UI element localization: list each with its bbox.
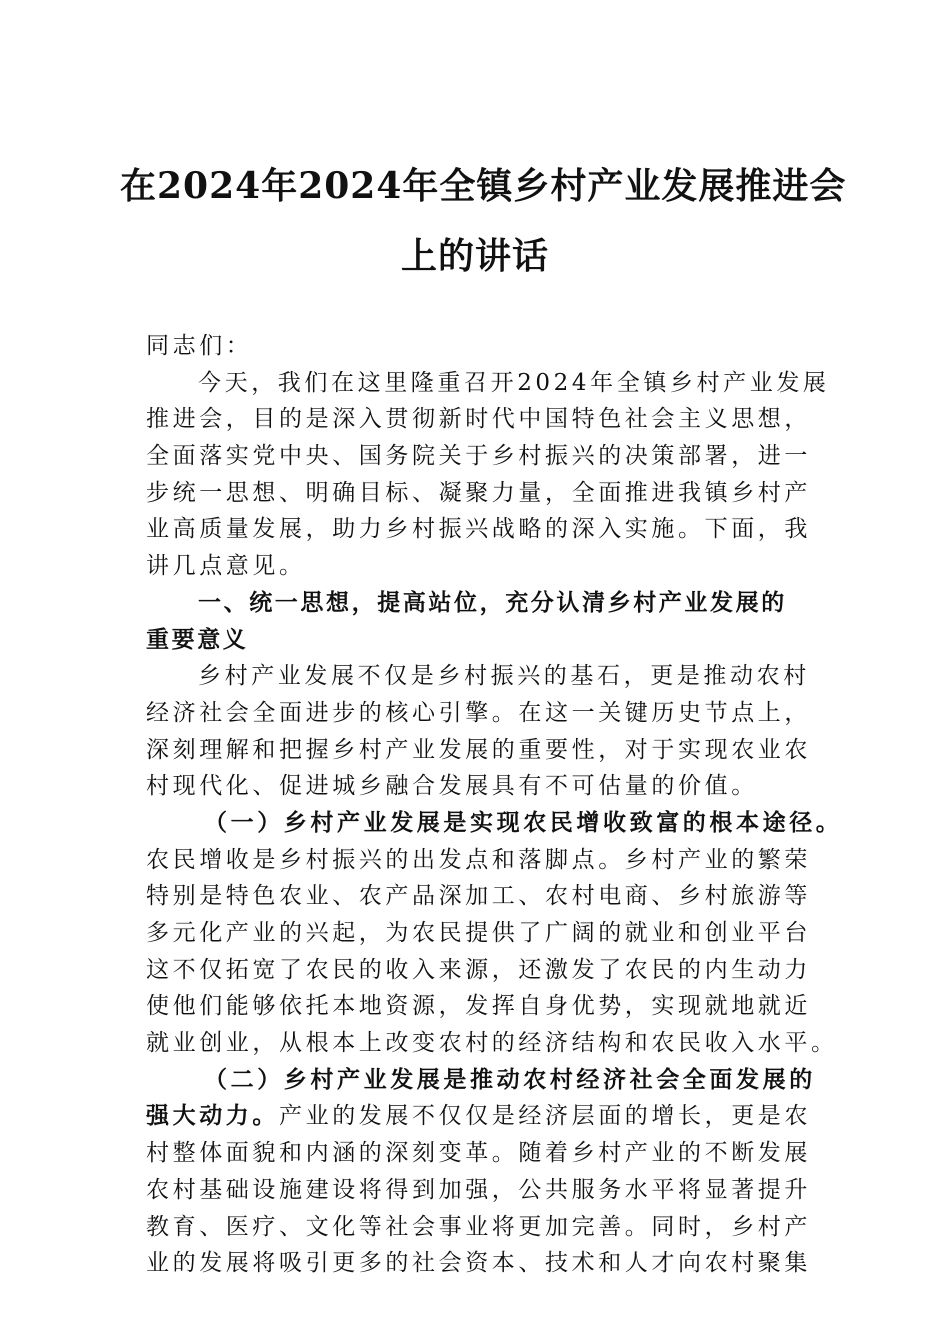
subsection-heading-end: 强大动力。 — [146, 1102, 279, 1130]
paragraph-line: 多元化产业的兴起，为农民提供了广阔的就业和创业平台 — [146, 920, 811, 946]
paragraph-line: 使他们能够依托本地资源，发挥自身优势，实现就地就近 — [146, 993, 811, 1020]
paragraph-line: 农村基础设施建设将得到加强，公共服务水平将显著提升 — [146, 1176, 811, 1203]
paragraph-line: 业的发展将吸引更多的社会资本、技术和人才向农村聚集 — [146, 1250, 811, 1277]
salutation: 同志们： — [146, 333, 253, 359]
paragraph-line: 村现代化、促进城乡融合发展具有不可估量的价值。 — [146, 773, 758, 800]
paragraph-line: 推进会，目的是深入贯彻新时代中国特色社会主义思想， — [146, 406, 811, 433]
paragraph-line: 乡村产业发展不仅是乡村振兴的基石，更是推动农村 — [198, 663, 810, 690]
section-heading-line: 重要意义 — [146, 626, 249, 653]
paragraph-line: 农民增收是乡村振兴的出发点和落脚点。乡村产业的繁荣 — [146, 846, 811, 873]
paragraph-line: 讲几点意见。 — [146, 553, 306, 580]
paragraph-line: 深刻理解和把握乡村产业发展的重要性，对于实现农业农 — [146, 736, 811, 763]
paragraph-line: 步统一思想、明确目标、凝聚力量，全面推进我镇乡村产 — [146, 479, 811, 506]
paragraph-line: 这不仅拓宽了农民的收入来源，还激发了农民的内生动力 — [146, 956, 811, 983]
paragraph-line: 全面落实党中央、国务院关于乡村振兴的决策部署，进一 — [146, 443, 811, 470]
subsection-heading: （二）乡村产业发展是推动农村经济社会全面发展的 — [204, 1065, 816, 1093]
paragraph-line: 经济社会全面进步的核心引擎。在这一关键历史节点上， — [146, 699, 811, 726]
section-heading-line: 一、统一思想，提高站位，充分认清乡村产业发展的 — [198, 589, 787, 616]
subsection-heading: （一）乡村产业发展是实现农民增收致富的根本途径。 — [204, 808, 843, 836]
document-title-line1: 在2024年2024年全镇乡村产业发展推进会 — [120, 165, 847, 207]
paragraph-line: 就业创业，从根本上改变农村的经济结构和农民收入水平。 — [146, 1030, 838, 1057]
paragraph-line: 教育、医疗、文化等社会事业将更加完善。同时，乡村产 — [146, 1213, 811, 1240]
paragraph-line: 特别是特色农业、农产品深加工、农村电商、乡村旅游等 — [146, 883, 811, 910]
paragraph-line: 业高质量发展，助力乡村振兴战略的深入实施。下面，我 — [146, 516, 811, 543]
paragraph-line: 村整体面貌和内涵的深刻变革。随着乡村产业的不断发展 — [146, 1140, 811, 1167]
document-body — [146, 328, 843, 1282]
paragraph-line: 今天，我们在这里隆重召开2024年全镇乡村产业发展 — [198, 369, 830, 396]
document-title-line2: 上的讲话 — [400, 235, 549, 277]
paragraph-text: 产业的发展不仅仅是经济层面的增长，更是农 — [279, 1103, 811, 1130]
paragraph-line — [146, 1098, 810, 1135]
